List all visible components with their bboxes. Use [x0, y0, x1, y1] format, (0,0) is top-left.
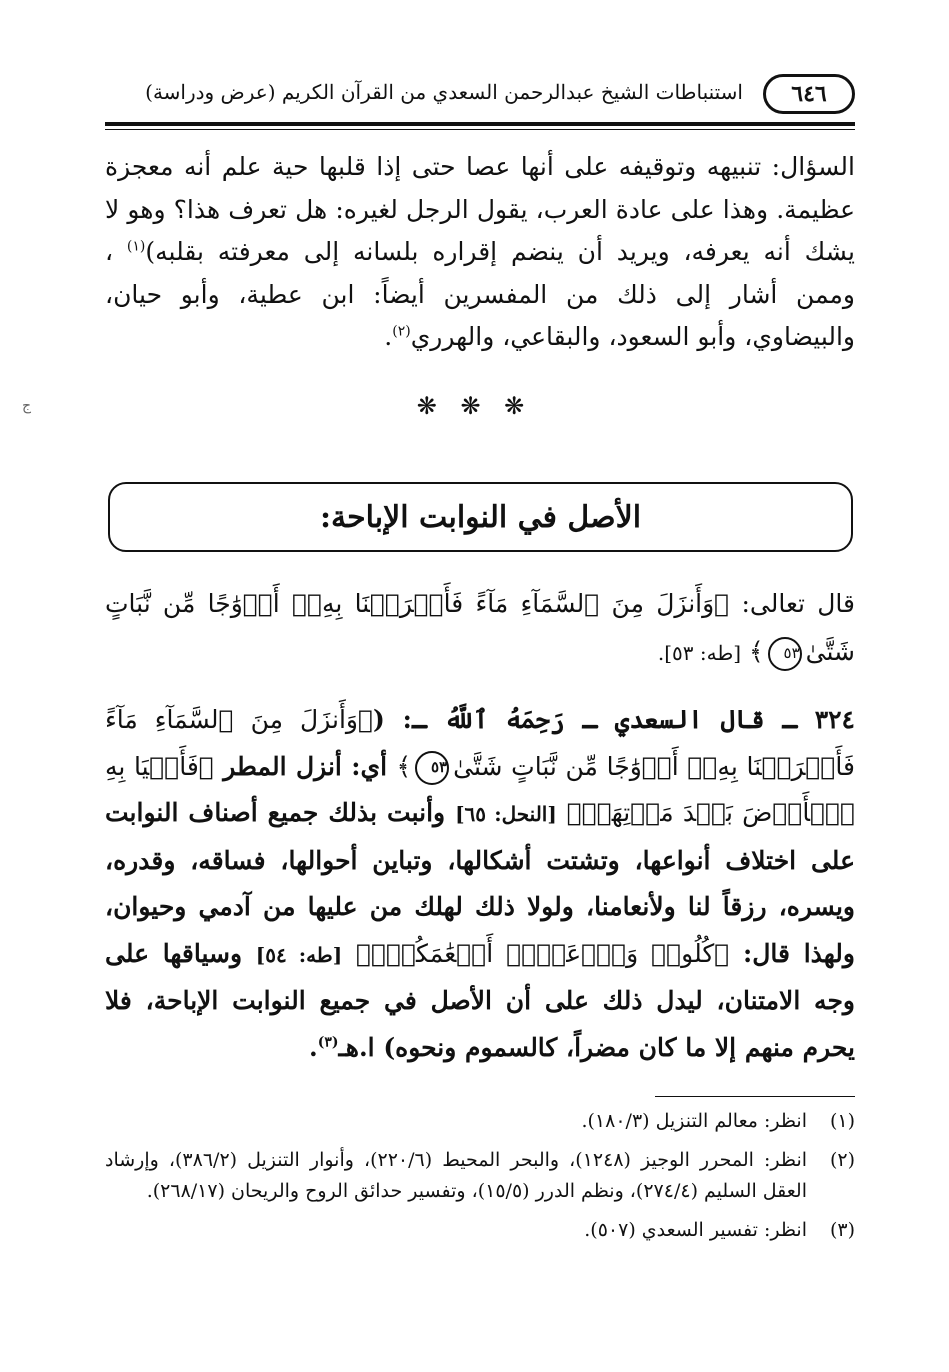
- section-heading-box: [108, 482, 853, 552]
- footnote-number: (٢): [829, 1149, 855, 1171]
- commentary-verse-1-close: ﴾: [396, 751, 412, 781]
- footnote-ref-1[interactable]: (١): [126, 238, 146, 255]
- commentary-end-dot: .: [308, 1032, 318, 1062]
- footnote-ref-3[interactable]: (٣): [317, 1034, 339, 1051]
- footnote-number: (١): [829, 1110, 855, 1132]
- footnote-text: انظر: المحرر الوجيز (١٢٤٨)، والبحر المحيط (٢٢٠/٦)، وأنوار التنزيل (٣٨٦/٢)، وإرشاد العقل السليم (٢٧٤/٤)، ونظم الدرر (١٥/٥)، وتفسير حدائق الروح والريحان (٢٦٨/١٧).: [105, 1149, 808, 1202]
- header-rule-thin: [105, 129, 855, 130]
- commentary-mid-2: وأنبت بذلك جميع أصناف النوابت على اختلاف أنواعها، وتشتت أشكالها، وتباين أحوالها، فساقه، وقدره، ويسره، رزقاً لنا ولأنعامنا، ولولا ذلك لهلك من عليها من آدمي وحيوان، ولهذا قال:: [105, 798, 855, 968]
- verse-reference: [طه: ٥٣].: [657, 641, 742, 665]
- commentary-paragraph: [105, 697, 855, 1071]
- footnote-text: انظر: تفسير السعدي (٥٠٧).: [584, 1219, 807, 1241]
- intro-text-1: السؤال: تنبيهه وتوقيفه على أنها عصا حتى إذا قلبها حية علم أنه معجزة عظيمة. وهذا على عادة العرب، يقول الرجل لغيره: هل تعرف هذا؟ وهو لا يشك أنه يعرفه، ويريد أن ينضم إقراره بلسانه إلى معرفته بقلبه): [105, 152, 855, 266]
- commentary-verse-3: ﴿كُلُوا۟ وَٱرۡعَوۡا۟ أَنۡعَٰمَكُمۡۚ﴾: [355, 938, 730, 968]
- footnote-separator: [655, 1096, 855, 1097]
- page-header: [105, 72, 855, 120]
- verse-text: ﴿وَأَنزَلَ مِنَ ٱلسَّمَآءِ مَآءً فَأَخۡرَجۡنَا بِهِۦٓ أَزۡوَٰجًا مِّن نَّبَاتٍ شَتَّىٰ: [105, 589, 855, 666]
- commentary-verse-1: ﴿وَأَنزَلَ مِنَ ٱلسَّمَآءِ مَآءً فَأَخۡرَجۡنَا بِهِۦٓ أَزۡوَٰجًا مِّن نَّبَاتٍ شَتَّىٰ: [105, 705, 855, 781]
- commentary-ayah-mark: ٥٣: [415, 751, 449, 785]
- commentary-end: وسياقها على وجه الامتنان، ليدل ذلك على أن الأصل في جميع النوابت الإباحة، فلا يحرم منهم إلا ما كان مضراً، كالسموم ونحوه) ا.هـ: [105, 938, 855, 1062]
- commentary-verse-2: ﴿فَأَحۡيَا بِهِ ٱلۡأَرۡضَ بَعۡدَ مَوۡتِهَآۚ﴾: [105, 751, 855, 827]
- margin-mark: ج: [22, 398, 32, 414]
- intro-text-3: .: [384, 322, 393, 351]
- section-heading: الأصل في النوابت الإباحة:: [319, 499, 642, 535]
- page-number-badge: [763, 74, 855, 114]
- footnote-text: انظر: معالم التنزيل (١٨٠/٣).: [581, 1110, 807, 1132]
- footnote-ref-2[interactable]: (٢): [392, 323, 411, 340]
- header-rule-thick: [105, 122, 855, 126]
- verse-paragraph: [105, 580, 855, 677]
- section-ornament: ❋ ❋ ❋: [416, 392, 533, 420]
- intro-paragraph: [105, 146, 855, 359]
- verse-close-bracket: ﴾: [749, 637, 764, 666]
- running-title: استنباطات الشيخ عبدالرحمن السعدي من القرآن الكريم (عرض ودراسة): [145, 80, 743, 104]
- footnote-item: [105, 1145, 855, 1207]
- page-number: ٦٤٦: [791, 81, 827, 107]
- footnote-number: (٣): [829, 1219, 855, 1241]
- commentary-ref-1: [النحل: ٦٥]: [455, 802, 557, 826]
- footnotes: [105, 1106, 855, 1254]
- intro-text-2: ، وممن أشار إلى ذلك من المفسرين أيضاً: ابن عطية، وأبو حيان، والبيضاوي، وأبو السعود، والبقاعي، والهرري: [105, 237, 855, 351]
- footnote-item: [105, 1215, 855, 1246]
- verse-lead: قال تعالى:: [741, 589, 855, 618]
- commentary-ref-2: [طه: ٥٤]: [255, 942, 343, 967]
- ayah-number-mark: ٥٣: [768, 637, 802, 671]
- footnote-item: [105, 1106, 855, 1137]
- commentary-lead: ٣٢٤ ـ قال السعدي ـ رَحِمَهُ ٱللَّهُ ـ: (: [372, 705, 855, 734]
- commentary-mid-1: أي: أنزل المطر: [223, 751, 388, 781]
